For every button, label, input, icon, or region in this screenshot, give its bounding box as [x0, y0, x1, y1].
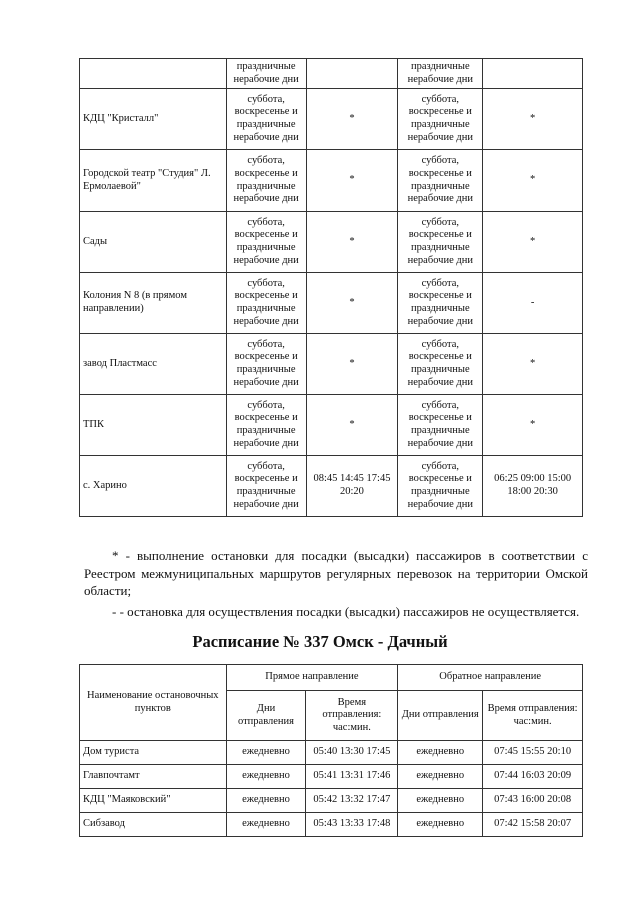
time-backward: * [483, 212, 583, 273]
table-row [80, 59, 583, 89]
days-forward: суббота, воскресенье и праздничные нерабочие дни [226, 150, 306, 212]
stop-name: Городской театр "Студия" Л. Ермолаевой" [80, 150, 227, 212]
time-forward: 05:42 13:32 17:47 [306, 789, 398, 813]
days-forward: ежедневно [226, 813, 306, 837]
table-row [80, 212, 583, 273]
stop-name: Сады [80, 212, 227, 273]
days-backward: суббота, воскресенье и праздничные нерабочие дни [398, 395, 483, 456]
days-forward: ежедневно [226, 741, 306, 765]
time-backward: * [483, 150, 583, 212]
days-backward: ежедневно [398, 765, 483, 789]
schedule-table-continued [79, 58, 583, 517]
table-row [80, 765, 583, 789]
stop-column-header: Наименование остановочных пунктов [80, 665, 227, 741]
stop-name: ТПК [80, 395, 227, 456]
table-row [80, 150, 583, 212]
stop-name: КДЦ "Маяковский" [80, 789, 227, 813]
time-backward: * [483, 395, 583, 456]
table-row [80, 273, 583, 334]
time-forward: 08:45 14:45 17:45 20:20 [306, 456, 398, 517]
table-row [80, 789, 583, 813]
days-backward: суббота, воскресенье и праздничные нерабочие дни [398, 212, 483, 273]
schedule-title: Расписание № 337 Омск - Дачный [192, 632, 448, 651]
time-backward: - [483, 273, 583, 334]
time-forward [306, 59, 398, 89]
time-backward: 07:42 15:58 20:07 [483, 813, 583, 837]
time-backward: 07:44 16:03 20:09 [483, 765, 583, 789]
stop-name [80, 59, 227, 89]
days-forward: праздничные нерабочие дни [226, 59, 306, 89]
days-backward: ежедневно [398, 813, 483, 837]
table-row [80, 89, 583, 150]
days-backward: суббота, воскресенье и праздничные нерабочие дни [398, 89, 483, 150]
days-forward: суббота, воскресенье и праздничные нерабочие дни [226, 395, 306, 456]
stop-name: КДЦ "Кристалл" [80, 89, 227, 150]
days-backward-header: Дни отправления [398, 691, 483, 741]
time-backward: 06:25 09:00 15:00 18:00 20:30 [483, 456, 583, 517]
days-backward: ежедневно [398, 741, 483, 765]
stop-name: завод Пластмасс [80, 334, 227, 395]
footnote-asterisk: * - выполнение остановки для посадки (высадки) пассажиров в соответствии с Реестром межмуниципальных маршрутов регулярных перевозок на территории Омской области; [84, 548, 588, 598]
time-backward [483, 59, 583, 89]
days-backward: суббота, воскресенье и праздничные нерабочие дни [398, 334, 483, 395]
time-forward: * [306, 89, 398, 150]
time-backward-header: Время отправления: час:мин. [483, 691, 583, 741]
time-forward: * [306, 334, 398, 395]
days-backward: ежедневно [398, 789, 483, 813]
time-forward: * [306, 395, 398, 456]
days-backward: суббота, воскресенье и праздничные нерабочие дни [398, 273, 483, 334]
schedule-table-337 [79, 664, 583, 837]
stop-name: Колония N 8 (в прямом направлении) [80, 273, 227, 334]
time-backward: * [483, 89, 583, 150]
time-forward: * [306, 212, 398, 273]
time-forward: 05:41 13:31 17:46 [306, 765, 398, 789]
table-row [80, 334, 583, 395]
footnote-dash: - - остановка для осуществления посадки (высадки) пассажиров не осуществляется. [112, 604, 580, 619]
header-row [80, 665, 583, 691]
table-row [80, 456, 583, 517]
backward-direction-header: Обратное направление [398, 665, 583, 691]
days-forward: ежедневно [226, 789, 306, 813]
days-forward: суббота, воскресенье и праздничные нерабочие дни [226, 456, 306, 517]
stop-name: с. Харино [80, 456, 227, 517]
table-row [80, 395, 583, 456]
time-forward: 05:43 13:33 17:48 [306, 813, 398, 837]
days-forward: ежедневно [226, 765, 306, 789]
days-forward: суббота, воскресенье и праздничные нерабочие дни [226, 212, 306, 273]
time-forward: 05:40 13:30 17:45 [306, 741, 398, 765]
time-forward: * [306, 150, 398, 212]
days-forward: суббота, воскресенье и праздничные нерабочие дни [226, 273, 306, 334]
days-forward: суббота, воскресенье и праздничные нерабочие дни [226, 334, 306, 395]
stop-name: Главпочтамт [80, 765, 227, 789]
forward-direction-header: Прямое направление [226, 665, 398, 691]
days-backward: суббота, воскресенье и праздничные нерабочие дни [398, 456, 483, 517]
stop-name: Дом туриста [80, 741, 227, 765]
table-row [80, 741, 583, 765]
time-forward: * [306, 273, 398, 334]
days-forward-header: Дни отправления [226, 691, 306, 741]
time-backward: 07:45 15:55 20:10 [483, 741, 583, 765]
stop-name: Сибзавод [80, 813, 227, 837]
days-backward: суббота, воскресенье и праздничные нерабочие дни [398, 150, 483, 212]
days-backward: праздничные нерабочие дни [398, 59, 483, 89]
time-backward: 07:43 16:00 20:08 [483, 789, 583, 813]
days-forward: суббота, воскресенье и праздничные нерабочие дни [226, 89, 306, 150]
time-backward: * [483, 334, 583, 395]
time-forward-header: Время отправления: час:мин. [306, 691, 398, 741]
table-row [80, 813, 583, 837]
